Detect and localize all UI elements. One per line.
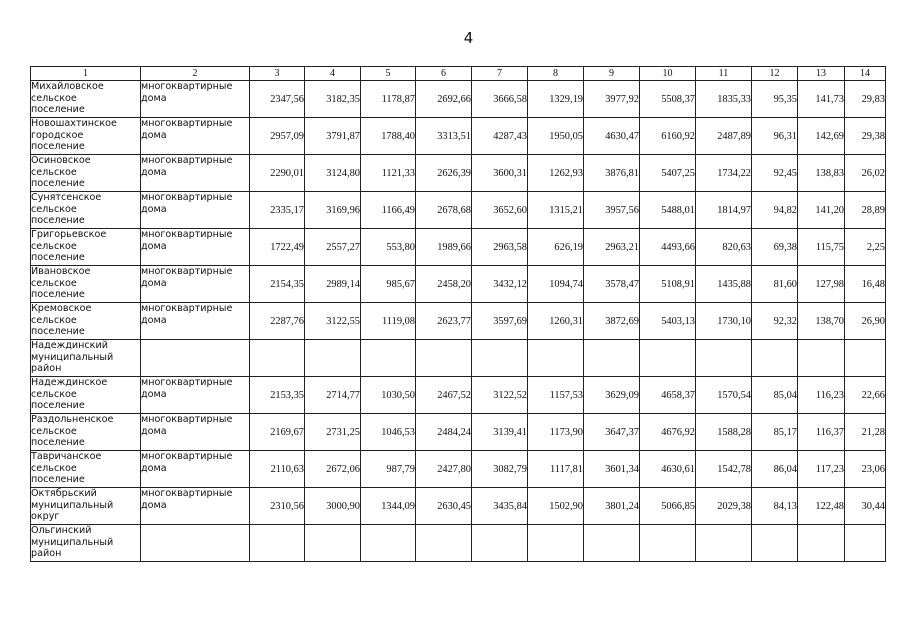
settlement-name-cell xyxy=(31,414,141,451)
housing-type-cell xyxy=(141,118,250,155)
value-cell-col-7: 3597,69 xyxy=(472,303,528,340)
housing-type-line: дома xyxy=(141,388,167,400)
value-cell-col-12: 69,38 xyxy=(752,229,798,266)
housing-type-line: многоквартирные xyxy=(141,303,233,314)
value-cell-col-3: 2957,09 xyxy=(250,118,305,155)
value-cell-col-14 xyxy=(845,525,886,562)
value-cell-col-13: 116,23 xyxy=(798,377,845,414)
value-cell-col-7: 3122,52 xyxy=(472,377,528,414)
housing-type-line: многоквартирные xyxy=(141,81,233,92)
value-cell-col-10: 5407,25 xyxy=(640,155,696,192)
settlement-name-line: Михайловское xyxy=(31,81,104,92)
housing-type-line: многоквартирные xyxy=(141,451,233,462)
value-cell-col-3: 2310,56 xyxy=(250,488,305,525)
housing-type-line: многоквартирные xyxy=(141,118,233,129)
value-cell-col-12: 94,82 xyxy=(752,192,798,229)
column-header-1: 1 xyxy=(31,67,141,81)
housing-type-line: дома xyxy=(141,314,167,326)
value-cell-col-11: 1730,10 xyxy=(696,303,752,340)
value-cell-col-4: 3124,80 xyxy=(305,155,361,192)
housing-type-line: дома xyxy=(141,129,167,141)
value-cell-col-5: 553,80 xyxy=(361,229,416,266)
settlement-name-cell xyxy=(31,266,141,303)
value-cell-col-8: 1117,81 xyxy=(528,451,584,488)
value-cell-col-11: 1588,28 xyxy=(696,414,752,451)
value-cell-col-8: 1094,74 xyxy=(528,266,584,303)
value-cell-col-6 xyxy=(416,340,472,377)
value-cell-col-8: 1173,90 xyxy=(528,414,584,451)
value-cell-col-6: 2623,77 xyxy=(416,303,472,340)
settlement-name-line: муниципальный xyxy=(31,499,114,511)
value-cell-col-14: 29,83 xyxy=(845,81,886,118)
settlement-name-cell xyxy=(31,118,141,155)
housing-type-line: многоквартирные xyxy=(141,192,233,203)
value-cell-col-10: 5066,85 xyxy=(640,488,696,525)
value-cell-col-5: 1344,09 xyxy=(361,488,416,525)
value-cell-col-12: 84,13 xyxy=(752,488,798,525)
value-cell-col-3 xyxy=(250,525,305,562)
value-cell-col-8: 626,19 xyxy=(528,229,584,266)
value-cell-col-5 xyxy=(361,525,416,562)
value-cell-col-5: 1178,87 xyxy=(361,81,416,118)
table-row xyxy=(31,525,886,562)
value-cell-col-6: 3313,51 xyxy=(416,118,472,155)
value-cell-col-11: 2487,89 xyxy=(696,118,752,155)
column-header-5: 5 xyxy=(361,67,416,81)
value-cell-col-14: 23,06 xyxy=(845,451,886,488)
settlement-name-line: сельское xyxy=(31,92,77,104)
value-cell-col-6: 2484,24 xyxy=(416,414,472,451)
value-cell-col-13: 138,83 xyxy=(798,155,845,192)
value-cell-col-7: 2963,58 xyxy=(472,229,528,266)
housing-type-line: дома xyxy=(141,240,167,252)
value-cell-col-7: 3139,41 xyxy=(472,414,528,451)
header-row xyxy=(31,67,886,81)
settlement-name-cell xyxy=(31,340,141,377)
settlement-name-cell xyxy=(31,525,141,562)
housing-type-cell xyxy=(141,303,250,340)
value-cell-col-6: 2678,68 xyxy=(416,192,472,229)
value-cell-col-8: 1260,31 xyxy=(528,303,584,340)
settlement-name-line: поселение xyxy=(31,400,85,412)
value-cell-col-4 xyxy=(305,340,361,377)
value-cell-col-10 xyxy=(640,525,696,562)
settlement-name-line: Раздольненское xyxy=(31,414,114,425)
value-cell-col-6: 2458,20 xyxy=(416,266,472,303)
settlement-name-cell xyxy=(31,229,141,266)
value-cell-col-8: 1262,93 xyxy=(528,155,584,192)
value-cell-col-3: 2347,56 xyxy=(250,81,305,118)
settlement-name-line: поселение xyxy=(31,104,85,116)
value-cell-col-7: 3600,31 xyxy=(472,155,528,192)
settlement-name-line: сельское xyxy=(31,314,77,326)
settlement-name-line: сельское xyxy=(31,388,77,400)
settlement-name-line: поселение xyxy=(31,178,85,190)
value-cell-col-12: 95,35 xyxy=(752,81,798,118)
value-cell-col-14: 22,66 xyxy=(845,377,886,414)
settlement-name-line: сельское xyxy=(31,277,77,289)
value-cell-col-9 xyxy=(584,340,640,377)
settlement-name-line: поселение xyxy=(31,215,85,227)
value-cell-col-9 xyxy=(584,525,640,562)
settlement-name-cell xyxy=(31,192,141,229)
housing-type-line: многоквартирные xyxy=(141,488,233,499)
value-cell-col-14: 21,28 xyxy=(845,414,886,451)
settlement-name-cell xyxy=(31,81,141,118)
value-cell-col-12: 92,32 xyxy=(752,303,798,340)
value-cell-col-13: 116,37 xyxy=(798,414,845,451)
value-cell-col-6: 2626,39 xyxy=(416,155,472,192)
value-cell-col-4: 3791,87 xyxy=(305,118,361,155)
housing-type-line: дома xyxy=(141,277,167,289)
value-cell-col-5: 1788,40 xyxy=(361,118,416,155)
column-header-13: 13 xyxy=(798,67,845,81)
settlement-name-line: сельское xyxy=(31,462,77,474)
table-row xyxy=(31,229,886,266)
value-cell-col-12: 96,31 xyxy=(752,118,798,155)
value-cell-col-12 xyxy=(752,340,798,377)
value-cell-col-4: 2557,27 xyxy=(305,229,361,266)
value-cell-col-3: 2153,35 xyxy=(250,377,305,414)
settlement-name-line: муниципальный xyxy=(31,536,114,548)
value-cell-col-5: 985,67 xyxy=(361,266,416,303)
settlement-name-line: Октябрьский xyxy=(31,488,97,499)
column-header-9: 9 xyxy=(584,67,640,81)
value-cell-col-3: 2169,67 xyxy=(250,414,305,451)
housing-type-cell xyxy=(141,192,250,229)
value-cell-col-11: 1542,78 xyxy=(696,451,752,488)
value-cell-col-14: 29,38 xyxy=(845,118,886,155)
value-cell-col-12: 86,04 xyxy=(752,451,798,488)
value-cell-col-10: 4630,61 xyxy=(640,451,696,488)
value-cell-col-8: 1950,05 xyxy=(528,118,584,155)
housing-type-line: дома xyxy=(141,166,167,178)
value-cell-col-11: 1435,88 xyxy=(696,266,752,303)
value-cell-col-11: 820,63 xyxy=(696,229,752,266)
settlement-name-line: округ xyxy=(31,511,60,523)
value-cell-col-13: 138,70 xyxy=(798,303,845,340)
value-cell-col-4: 2714,77 xyxy=(305,377,361,414)
value-cell-col-11: 1835,33 xyxy=(696,81,752,118)
settlement-name-line: поселение xyxy=(31,474,85,486)
settlement-name-line: поселение xyxy=(31,289,85,301)
value-cell-col-14: 16,48 xyxy=(845,266,886,303)
value-cell-col-9: 3647,37 xyxy=(584,414,640,451)
table-row xyxy=(31,377,886,414)
value-cell-col-5: 1119,08 xyxy=(361,303,416,340)
value-cell-col-11: 1570,54 xyxy=(696,377,752,414)
column-header-12: 12 xyxy=(752,67,798,81)
value-cell-col-12: 81,60 xyxy=(752,266,798,303)
data-table xyxy=(30,66,886,562)
value-cell-col-7: 3652,60 xyxy=(472,192,528,229)
settlement-name-line: поселение xyxy=(31,141,85,153)
housing-type-cell xyxy=(141,525,250,562)
table-row xyxy=(31,303,886,340)
value-cell-col-6: 2467,52 xyxy=(416,377,472,414)
settlement-name-line: поселение xyxy=(31,252,85,264)
value-cell-col-4: 3122,55 xyxy=(305,303,361,340)
column-header-6: 6 xyxy=(416,67,472,81)
value-cell-col-13: 117,23 xyxy=(798,451,845,488)
settlement-name-line: Кремовское xyxy=(31,303,92,314)
settlement-name-cell xyxy=(31,488,141,525)
page-number: 4 xyxy=(463,29,474,47)
value-cell-col-9: 3977,92 xyxy=(584,81,640,118)
value-cell-col-10: 4493,66 xyxy=(640,229,696,266)
column-header-4: 4 xyxy=(305,67,361,81)
value-cell-col-3 xyxy=(250,340,305,377)
settlement-name-line: поселение xyxy=(31,437,85,449)
settlement-name-cell xyxy=(31,303,141,340)
value-cell-col-8: 1502,90 xyxy=(528,488,584,525)
settlement-name-line: район xyxy=(31,548,62,560)
value-cell-col-9: 4630,47 xyxy=(584,118,640,155)
value-cell-col-14: 28,89 xyxy=(845,192,886,229)
housing-type-cell xyxy=(141,155,250,192)
value-cell-col-10: 5488,01 xyxy=(640,192,696,229)
value-cell-col-3: 1722,49 xyxy=(250,229,305,266)
value-cell-col-10: 5508,37 xyxy=(640,81,696,118)
value-cell-col-6: 2427,80 xyxy=(416,451,472,488)
value-cell-col-9: 3601,34 xyxy=(584,451,640,488)
value-cell-col-13: 141,73 xyxy=(798,81,845,118)
table-body xyxy=(31,81,886,562)
table-row xyxy=(31,118,886,155)
value-cell-col-13 xyxy=(798,525,845,562)
value-cell-col-7: 3082,79 xyxy=(472,451,528,488)
value-cell-col-5: 1046,53 xyxy=(361,414,416,451)
settlement-name-line: сельское xyxy=(31,425,77,437)
value-cell-col-10: 5403,13 xyxy=(640,303,696,340)
value-cell-col-14: 26,02 xyxy=(845,155,886,192)
value-cell-col-12: 85,17 xyxy=(752,414,798,451)
column-header-2: 2 xyxy=(141,67,250,81)
value-cell-col-13: 115,75 xyxy=(798,229,845,266)
settlement-name-line: сельское xyxy=(31,166,77,178)
housing-type-cell xyxy=(141,451,250,488)
table-row xyxy=(31,81,886,118)
value-cell-col-7: 4287,43 xyxy=(472,118,528,155)
housing-type-line: многоквартирные xyxy=(141,155,233,166)
value-cell-col-13 xyxy=(798,340,845,377)
value-cell-col-4: 3169,96 xyxy=(305,192,361,229)
housing-type-cell xyxy=(141,377,250,414)
value-cell-col-6: 1989,66 xyxy=(416,229,472,266)
value-cell-col-4 xyxy=(305,525,361,562)
column-header-11: 11 xyxy=(696,67,752,81)
settlement-name-line: Тавричанское xyxy=(31,451,102,462)
value-cell-col-5: 987,79 xyxy=(361,451,416,488)
value-cell-col-5: 1030,50 xyxy=(361,377,416,414)
value-cell-col-14: 2,25 xyxy=(845,229,886,266)
settlement-name-line: поселение xyxy=(31,326,85,338)
value-cell-col-4: 3000,90 xyxy=(305,488,361,525)
table-row xyxy=(31,451,886,488)
housing-type-line: дома xyxy=(141,499,167,511)
value-cell-col-7: 3435,84 xyxy=(472,488,528,525)
value-cell-col-5: 1166,49 xyxy=(361,192,416,229)
value-cell-col-7 xyxy=(472,525,528,562)
housing-type-cell xyxy=(141,266,250,303)
value-cell-col-10: 4676,92 xyxy=(640,414,696,451)
value-cell-col-3: 2110,63 xyxy=(250,451,305,488)
value-cell-col-12 xyxy=(752,525,798,562)
value-cell-col-11 xyxy=(696,340,752,377)
settlement-name-line: сельское xyxy=(31,203,77,215)
value-cell-col-9: 3801,24 xyxy=(584,488,640,525)
table-row xyxy=(31,266,886,303)
settlement-name-line: Осиновское xyxy=(31,155,91,166)
value-cell-col-12: 85,04 xyxy=(752,377,798,414)
housing-type-cell xyxy=(141,229,250,266)
value-cell-col-13: 122,48 xyxy=(798,488,845,525)
housing-type-line: многоквартирные xyxy=(141,414,233,425)
settlement-name-line: район xyxy=(31,363,62,375)
value-cell-col-6 xyxy=(416,525,472,562)
value-cell-col-6: 2630,45 xyxy=(416,488,472,525)
value-cell-col-3: 2290,01 xyxy=(250,155,305,192)
housing-type-line: дома xyxy=(141,203,167,215)
table-row xyxy=(31,414,886,451)
value-cell-col-4: 2731,25 xyxy=(305,414,361,451)
value-cell-col-5 xyxy=(361,340,416,377)
value-cell-col-11: 2029,38 xyxy=(696,488,752,525)
value-cell-col-9: 3629,09 xyxy=(584,377,640,414)
settlement-name-line: Сунятсенское xyxy=(31,192,102,203)
value-cell-col-13: 127,98 xyxy=(798,266,845,303)
settlement-name-line: сельское xyxy=(31,240,77,252)
housing-type-cell xyxy=(141,488,250,525)
value-cell-col-4: 2672,06 xyxy=(305,451,361,488)
housing-type-line: дома xyxy=(141,425,167,437)
value-cell-col-14: 26,90 xyxy=(845,303,886,340)
value-cell-col-7: 3666,58 xyxy=(472,81,528,118)
table-row xyxy=(31,192,886,229)
housing-type-line: многоквартирные xyxy=(141,229,233,240)
value-cell-col-9: 3578,47 xyxy=(584,266,640,303)
settlement-name-line: Ольгинский xyxy=(31,525,92,536)
housing-type-line: дома xyxy=(141,462,167,474)
value-cell-col-8: 1329,19 xyxy=(528,81,584,118)
value-cell-col-9: 2963,21 xyxy=(584,229,640,266)
settlement-name-line: городское xyxy=(31,129,84,141)
settlement-name-line: муниципальный xyxy=(31,351,114,363)
value-cell-col-3: 2154,35 xyxy=(250,266,305,303)
value-cell-col-5: 1121,33 xyxy=(361,155,416,192)
housing-type-cell xyxy=(141,340,250,377)
value-cell-col-11 xyxy=(696,525,752,562)
value-cell-col-7: 3432,12 xyxy=(472,266,528,303)
settlement-name-line: Григорьевское xyxy=(31,229,107,240)
settlement-name-line: Надеждинский xyxy=(31,340,108,351)
value-cell-col-9: 3957,56 xyxy=(584,192,640,229)
value-cell-col-7 xyxy=(472,340,528,377)
value-cell-col-8: 1157,53 xyxy=(528,377,584,414)
housing-type-cell xyxy=(141,81,250,118)
housing-type-line: многоквартирные xyxy=(141,377,233,388)
value-cell-col-10 xyxy=(640,340,696,377)
value-cell-col-9: 3876,81 xyxy=(584,155,640,192)
value-cell-col-14 xyxy=(845,340,886,377)
column-header-10: 10 xyxy=(640,67,696,81)
settlement-name-line: Ивановское xyxy=(31,266,91,277)
value-cell-col-8 xyxy=(528,340,584,377)
value-cell-col-10: 4658,37 xyxy=(640,377,696,414)
column-header-14: 14 xyxy=(845,67,886,81)
value-cell-col-14: 30,44 xyxy=(845,488,886,525)
settlement-name-cell xyxy=(31,377,141,414)
table-row xyxy=(31,340,886,377)
value-cell-col-13: 142,69 xyxy=(798,118,845,155)
settlement-name-cell xyxy=(31,451,141,488)
settlement-name-cell xyxy=(31,155,141,192)
value-cell-col-4: 2989,14 xyxy=(305,266,361,303)
column-header-7: 7 xyxy=(472,67,528,81)
column-header-3: 3 xyxy=(250,67,305,81)
value-cell-col-9: 3872,69 xyxy=(584,303,640,340)
value-cell-col-11: 1734,22 xyxy=(696,155,752,192)
value-cell-col-4: 3182,35 xyxy=(305,81,361,118)
value-cell-col-10: 5108,91 xyxy=(640,266,696,303)
value-cell-col-8 xyxy=(528,525,584,562)
housing-type-line: дома xyxy=(141,92,167,104)
housing-type-line: многоквартирные xyxy=(141,266,233,277)
value-cell-col-3: 2335,17 xyxy=(250,192,305,229)
value-cell-col-3: 2287,76 xyxy=(250,303,305,340)
value-cell-col-10: 6160,92 xyxy=(640,118,696,155)
settlement-name-line: Новошахтинское xyxy=(31,118,117,129)
value-cell-col-11: 1814,97 xyxy=(696,192,752,229)
housing-type-cell xyxy=(141,414,250,451)
column-header-8: 8 xyxy=(528,67,584,81)
table-row xyxy=(31,488,886,525)
table-row xyxy=(31,155,886,192)
settlement-name-line: Надеждинское xyxy=(31,377,108,388)
value-cell-col-12: 92,45 xyxy=(752,155,798,192)
value-cell-col-13: 141,20 xyxy=(798,192,845,229)
value-cell-col-6: 2692,66 xyxy=(416,81,472,118)
value-cell-col-8: 1315,21 xyxy=(528,192,584,229)
